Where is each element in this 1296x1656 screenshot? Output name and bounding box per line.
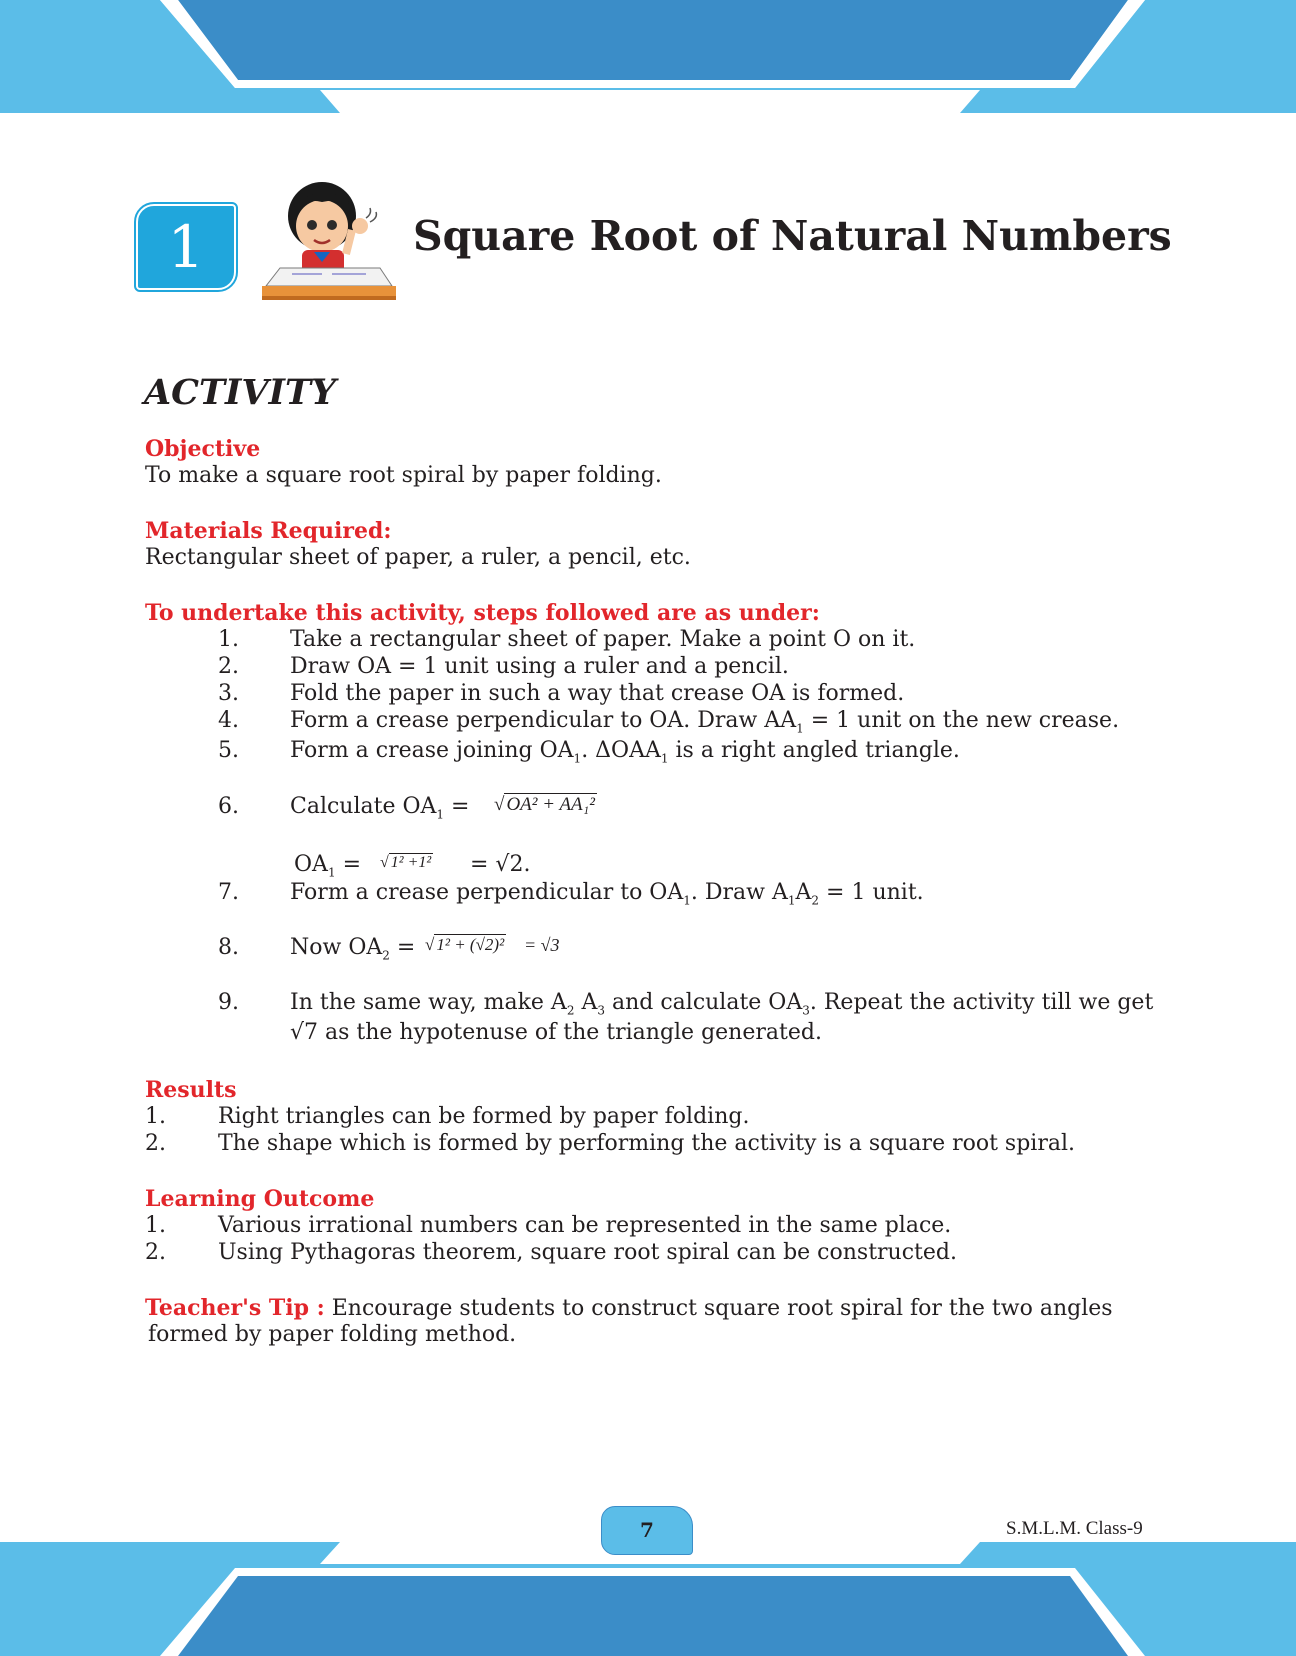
materials-text: Rectangular sheet of paper, a ruler, a pencil, etc. [145,545,691,570]
teachers-tip-line-2: formed by paper folding method. [148,1322,517,1347]
chapter-number-badge: 1 [136,204,236,290]
step-2-text: Draw OA = 1 unit using a ruler and a pencil. [290,654,789,679]
outcome-item: Using Pythagoras theorem, square root spiral can be constructed. [218,1240,957,1265]
step-8-radical: √ 1² + (√2)² [425,935,505,954]
steps-heading: To undertake this activity, steps followed are as under: [145,600,820,626]
step-6b-result: = √2. [470,852,531,877]
chapter-title: Square Root of Natural Numbers [413,212,1172,260]
step-number: 9. [218,990,239,1015]
step-8-result: = √3 [524,935,560,955]
top-banner [0,0,1296,115]
boy-studying-illustration [262,168,402,310]
step-6-text: Calculate $OA_1$ = [290,794,470,822]
step-number: 5. [218,738,239,763]
step-3-text: Fold the paper in such a way that crease OA is formed. [290,681,905,706]
step-9-text: In the same way, make $A_2$ $A_3$ and calculate $OA_3$. Repeat the activity till we get [290,990,1154,1018]
activity-heading: ACTIVITY [144,372,336,413]
outcome-number: 2. [145,1240,166,1265]
objective-heading: Objective [145,436,261,462]
materials-heading: Materials Required: [145,518,392,544]
step-6-formula: √ OA² + AA₁² [494,794,595,815]
bottom-banner [0,1540,1296,1656]
learning-outcome-heading: Learning Outcome [145,1186,375,1212]
step-6b-radical: √ 1² +1² [380,854,432,871]
step-number: 3. [218,681,239,706]
outcome-number: 1. [145,1213,166,1238]
step-8-text: Now $OA_2$ = [290,935,416,963]
step-5-text: Form a crease joining $OA_1$. $\Delta OAA_1$ is a right angled triangle. [290,738,960,766]
result-item: The shape which is formed by performing the activity is a square root spiral. [218,1131,1075,1156]
step-number: 1. [218,627,239,652]
result-item: Right triangles can be formed by paper folding. [218,1104,750,1129]
teachers-tip: Teacher's Tip : Encourage students to construct square root spiral for the two angles [145,1295,1113,1321]
step-1-text: Take a rectangular sheet of paper. Make a point O on it. [290,627,916,652]
step-4-text: Form a crease perpendicular to OA. Draw $AA_1 = 1$ unit on the new crease. [290,708,1120,736]
footer-class-label: S.M.L.M. Class-9 [1006,1518,1143,1539]
step-6b-text: $OA_1$ = [294,852,362,880]
step-number: 8. [218,935,239,960]
page-number: 7 [601,1506,693,1555]
result-number: 2. [145,1131,166,1156]
step-number: 7. [218,880,239,905]
step-number: 6. [218,794,239,819]
outcome-item: Various irrational numbers can be represented in the same place. [218,1213,952,1238]
teachers-tip-label: Teacher's Tip : [145,1295,325,1321]
step-number: 4. [218,708,239,733]
step-number: 2. [218,654,239,679]
step-7-text: Form a crease perpendicular to $OA_1$. Draw $A_1A_2 = 1$ unit. [290,880,924,908]
results-heading: Results [145,1077,237,1103]
objective-text: To make a square root spiral by paper folding. [145,463,662,488]
step-9-line-2: √7 as the hypotenuse of the triangle generated. [290,1020,822,1045]
result-number: 1. [145,1104,166,1129]
